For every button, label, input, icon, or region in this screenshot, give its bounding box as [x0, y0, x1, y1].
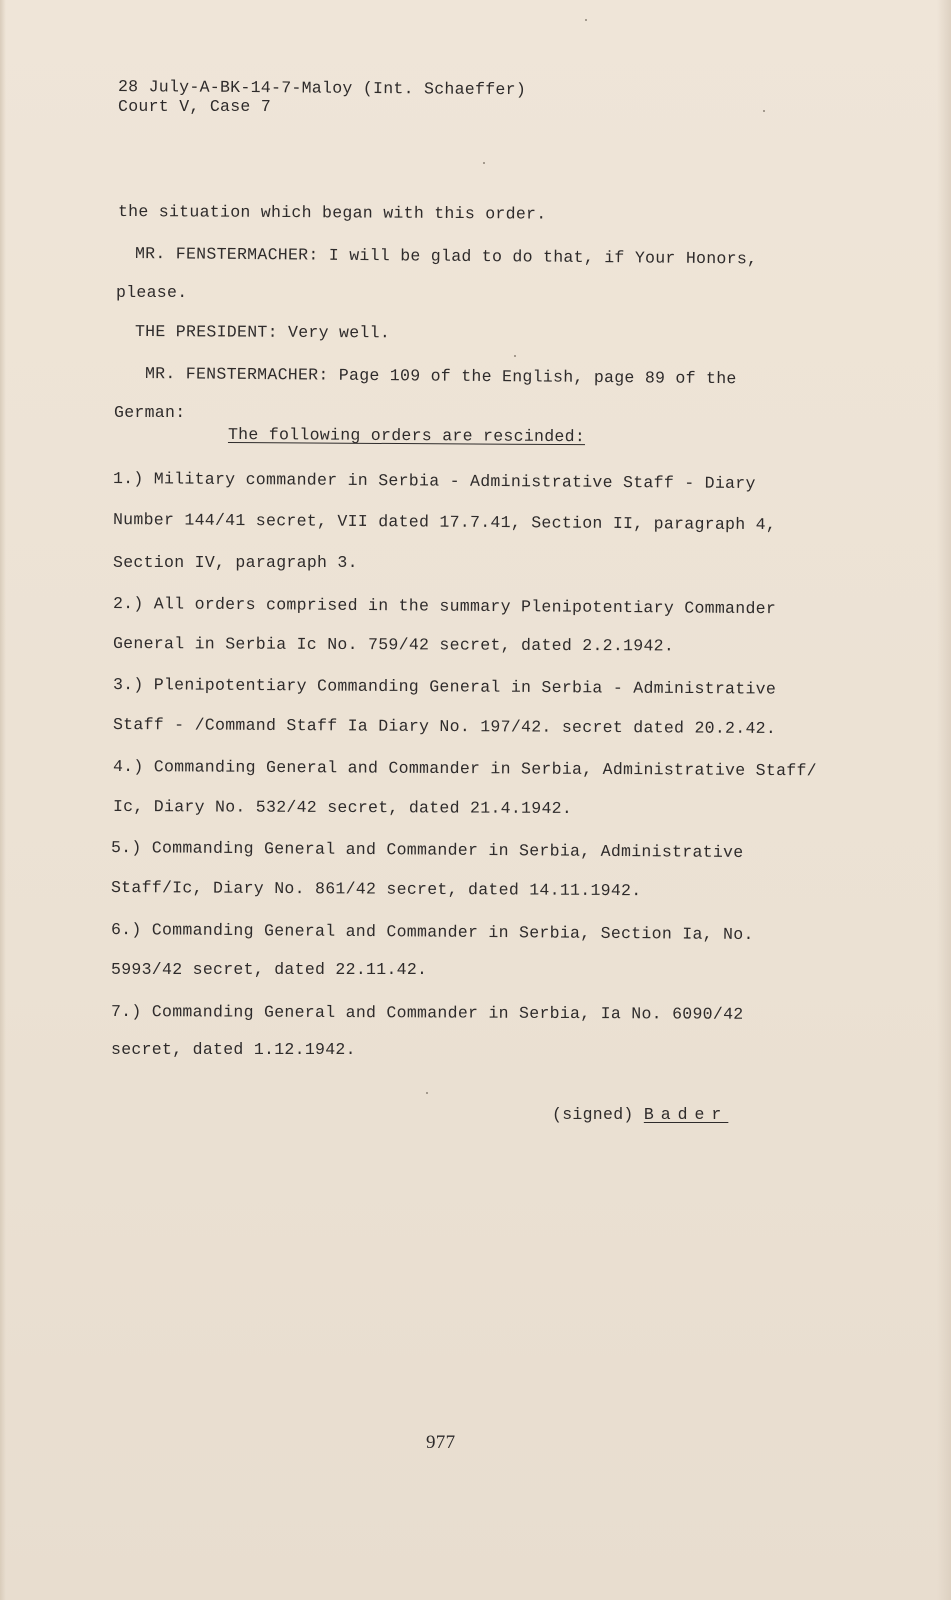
order-item-line: 7.) Commanding General and Commander in Serbia, Ia No. 6090/42	[110, 1002, 744, 1024]
order-item-line: 1.) Military commander in Serbia - Administrative Staff - Diary	[112, 469, 756, 494]
transcript-line: MR. FENSTERMACHER: Page 109 of the English, page 89 of the	[144, 364, 737, 389]
paper-speck	[426, 1092, 428, 1094]
transcript-line: the situation which began with this order.	[117, 202, 547, 224]
order-item-line: Staff - /Command Staff Ia Diary No. 197/42. secret dated 20.2.42.	[112, 715, 777, 739]
order-item-line: 2.) All orders comprised in the summary Plenipotentiary Commander	[112, 594, 777, 619]
header-case-reference: 28 July-A-BK-14-7-Maloy (Int. Schaeffer)	[117, 77, 527, 100]
order-item-line: Ic, Diary No. 532/42 secret, dated 21.4.1942.	[112, 797, 573, 819]
page-number: 977	[426, 1432, 456, 1453]
order-item-line: Number 144/41 secret, VII dated 17.7.41, Section II, paragraph 4,	[112, 510, 777, 535]
signature-block	[552, 1105, 728, 1125]
order-item-line: 6.) Commanding General and Commander in Serbia, Section Ia, No.	[110, 920, 754, 945]
order-item-line: secret, dated 1.12.1942.	[111, 1040, 356, 1059]
signature-name: Bader	[643, 1105, 729, 1124]
transcript-line: German:	[114, 403, 186, 422]
order-item-line: Staff/Ic, Diary No. 861/42 secret, dated 14.11.1942.	[110, 878, 642, 901]
order-item-line: Section IV, paragraph 3.	[113, 553, 358, 572]
order-item-line: 5.) Commanding General and Commander in Serbia, Administrative	[110, 838, 744, 862]
page-edge-shadow	[0, 0, 6, 1600]
order-item-line: 5993/42 secret, dated 22.11.42.	[111, 960, 428, 979]
order-item-line: 3.) Plenipotentiary Commanding General in Serbia - Administrative	[112, 675, 777, 699]
paper-speck	[585, 19, 587, 21]
header-court-case: Court V, Case 7	[118, 97, 272, 116]
page-edge-shadow	[937, 0, 951, 1600]
order-item-line: 4.) Commanding General and Commander in Serbia, Administrative Staff/	[112, 757, 817, 781]
order-item-line: General in Serbia Ic No. 759/42 secret, dated 2.2.1942.	[112, 634, 675, 656]
signature-prefix: (signed)	[552, 1105, 634, 1124]
paper-speck	[483, 162, 485, 164]
transcript-line: MR. FENSTERMACHER: I will be glad to do that, if Your Honors,	[134, 244, 758, 269]
order-heading: The following orders are rescinded:	[227, 425, 586, 447]
paper-speck	[763, 110, 765, 112]
transcript-line: please.	[116, 283, 188, 302]
transcript-line: THE PRESIDENT: Very well.	[134, 322, 391, 343]
paper-speck	[514, 355, 516, 357]
